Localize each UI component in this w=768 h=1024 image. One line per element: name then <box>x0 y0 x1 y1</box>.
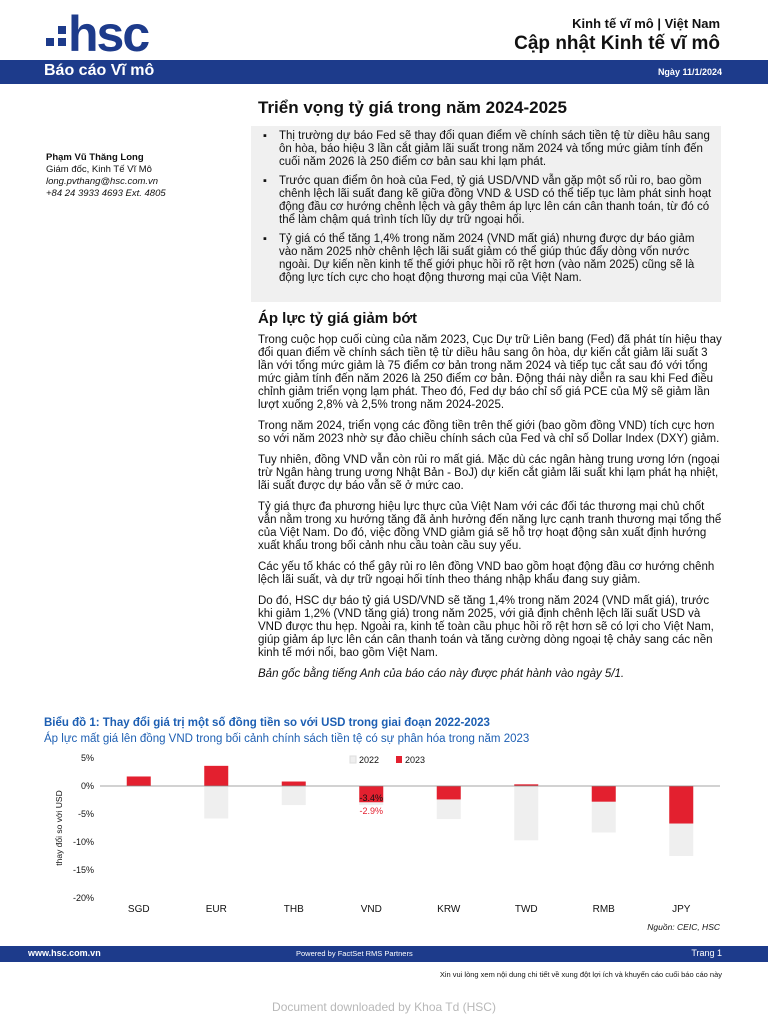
summary-bullet: ▪ Tỷ giá có thể tăng 1,4% trong năm 2024 (VND mất giá) nhưng được dự báo giảm vào năm 2025 nhờ chênh lệch lãi suất giảm có thể giúp thúc đẩy dòng vốn nước ngoài. Dự kiến nền kinh tế thế giới phục hồi rõ rệt hơn (vào năm 2025) cũng sẽ là động lực tích cực cho hoạt động thương mại của Việt Nam. <box>279 233 715 285</box>
page-title: Triển vọng tỷ giá trong năm 2024-2025 <box>258 98 567 117</box>
legend-swatch-2022 <box>350 756 356 763</box>
x-tick-label: KRW <box>437 904 461 915</box>
paragraph: Các yếu tố khác có thể gây rủi ro lên đồng VND bao gồm hoạt động đầu cơ hướng chênh lệch lãi suất, và dự trữ ngoại hối tính theo tháng nhập khẩu đang suy giảm. <box>258 561 715 586</box>
summary-bullet: ▪ Trước quan điểm ôn hoà của Fed, tỷ giá USD/VND vẫn gặp một số rủi ro, bao gồm chênh lệch lãi suất đang kẽ giữa đồng VND & USD có thể tiếp tục làm phát sinh hoạt động đầu cơ hướng chênh lệch và gây thêm áp lực lên cán cân thanh toán, từ đó có thể làm chậm quá trình tích lũy dự trữ ngoại hối. <box>279 175 715 227</box>
bar-2023-krw <box>437 786 461 799</box>
english-version-note: Bản gốc bằng tiếng Anh của báo cáo này được phát hành vào ngày 5/1. <box>258 668 625 680</box>
summary-box <box>251 126 721 302</box>
disclaimer: Xin vui lòng xem nội dung chi tiết về xung đột lợi ích và khuyến cáo cuối báo cáo này <box>439 970 722 979</box>
bar-2022-twd <box>514 786 538 840</box>
bar-2023-eur <box>204 766 228 786</box>
author-email[interactable]: long.pvthang@hsc.com.vn <box>46 176 159 187</box>
header-category: Kinh tế vĩ mô | Việt Nam <box>572 16 720 31</box>
paragraph: Tỷ giá thực đa phương hiệu lực thực của Việt Nam với các đối tác thương mại chủ chốt vẫn nằm trong xu hướng tăng đã ảnh hưởng đến năng lực cạnh tranh thương mại tổng thể của Việt Nam. Do đó, việc đồng VND giảm giá sẽ hỗ trợ hoạt động sản xuất định hướng xuất khẩu trong bối cảnh nhu cầu toàn cầu suy yếu. <box>258 501 722 552</box>
bar-2023-jpy <box>669 786 693 824</box>
bar-2023-rmb <box>592 786 616 802</box>
x-tick-label: VND <box>360 904 382 915</box>
legend-label-2023: 2023 <box>405 755 426 765</box>
y-tick-label: -20% <box>72 893 94 903</box>
article-body <box>258 334 724 689</box>
header-title: Cập nhật Kinh tế vĩ mô <box>514 33 720 54</box>
author-phone: +84 24 3933 4693 Ext. 4805 <box>46 188 166 199</box>
footer-url[interactable]: www.hsc.com.vn <box>28 948 101 958</box>
author-info <box>46 152 166 200</box>
x-tick-label: RMB <box>592 904 615 915</box>
chart-title: Biểu đồ 1: Thay đổi giá trị một số đồng tiền so với USD trong giai đoạn 2022-2023 <box>44 717 490 729</box>
author-name: Phạm Vũ Thăng Long <box>46 152 144 163</box>
paragraph: Do đó, HSC dự báo tỷ giá USD/VND sẽ tăng 1,4% trong năm 2024 (VND mất giá), trước khi giảm 1,2% (VND tăng giá) trong năm 2025, với giả định chênh lệch lãi suất USD và VND được thu hẹp. Ngoài ra, kinh tế toàn cầu phục hồi rõ rệt hơn sẽ có lợi cho Việt Nam, giúp giảm áp lực lên cán cân thanh toán và tăng cường dòng ngoại tệ chảy sang các nền kinh tế mới nổi, bao gồm Việt Nam. <box>258 595 714 659</box>
bar-2022-thb <box>282 786 306 805</box>
data-label-vnd-2022: -3.4% <box>359 793 384 804</box>
legend-label-2022: 2022 <box>359 755 380 765</box>
paragraph: Tuy nhiên, đồng VND vẫn còn rủi ro mất giá. Mặc dù các ngân hàng trung ương lớn (ngoại trừ Ngân hàng trung ương Nhật Bản - BoJ) dự kiến cắt giảm lãi suất khi lạm phát hạ nhiệt, lãi suất được dự báo vẫn sẽ ở mức cao. <box>258 454 720 492</box>
bar-2023-sgd <box>127 776 151 786</box>
currency-change-chart <box>40 748 730 918</box>
chart-source: Nguồn: CEIC, HSC <box>647 922 720 932</box>
x-tick-label: JPY <box>672 904 691 915</box>
paragraph: Trong cuộc họp cuối cùng của năm 2023, Cục Dự trữ Liên bang (Fed) đã phát tín hiệu thay đổi quan điểm về chính sách tiền tệ từ diều hâu sang ôn hòa, dự kiến cắt giảm lãi suất 3 lần với tổng mức giảm là 75 điểm cơ bản trong năm 2024 và tiếp tục cắt sau đó với tổng mức giảm tính đến năm 2026 là 250 điểm cơ bản. Động thái này diễn ra sau khi Fed điều chỉnh giảm triển vọng lạm phát. Theo đó, Fed dự báo chỉ số giá PCE của Mỹ sẽ giảm lần lượt xuống 2,8% và 2,5% trong năm 2024-2025. <box>258 334 722 411</box>
download-watermark: Document downloaded by Khoa Td (HSC) <box>272 1000 496 1014</box>
x-tick-label: THB <box>283 904 304 915</box>
page-number: Trang 1 <box>691 948 722 958</box>
y-tick-label: -5% <box>77 809 94 819</box>
svg-text:hsc: hsc <box>68 6 149 60</box>
x-tick-label: SGD <box>127 904 150 915</box>
legend-swatch-2023 <box>396 756 402 763</box>
y-tick-label: -15% <box>72 865 94 875</box>
report-date: Ngày 11/1/2024 <box>657 67 722 77</box>
bar-2023-thb <box>282 782 306 786</box>
author-role: Giám đốc, Kinh Tế Vĩ Mô <box>46 164 152 175</box>
chart-subtitle: Áp lực mất giá lên đồng VND trong bối cảnh chính sách tiền tệ có sự phân hóa trong năm 2023 <box>44 733 530 745</box>
y-axis-label: thay đổi so với USD <box>54 790 64 866</box>
summary-bullet: ▪ Thị trường dự báo Fed sẽ thay đổi quan điểm về chính sách tiền tệ từ diều hâu sang ôn hòa, báo hiệu 3 lần cắt giảm lãi suất trong năm 2024 và tổng mức giảm tính đến cuối năm 2026 là 250 điểm cơ bản sau khi lạm phát. <box>279 130 715 169</box>
x-tick-label: TWD <box>514 904 538 915</box>
report-type-label: Báo cáo Vĩ mô <box>44 62 155 79</box>
footer-powered-by: Powered by FactSet RMS Partners <box>296 949 413 958</box>
y-tick-label: 5% <box>80 753 94 763</box>
hsc-logo <box>44 4 194 60</box>
paragraph: Trong năm 2024, triển vọng các đồng tiền trên thế giới (bao gồm đồng VND) tích cực hơn so với năm 2023 nhờ sự đảo chiều chính sách của Fed và chỉ số Dollar Index (DXY) giảm. <box>258 420 720 445</box>
y-tick-label: 0% <box>80 781 94 791</box>
x-tick-label: EUR <box>205 904 227 915</box>
bar-2022-eur <box>204 786 228 818</box>
data-label-vnd-2023: -2.9% <box>359 806 384 817</box>
y-tick-label: -10% <box>72 837 94 847</box>
section-heading: Áp lực tỷ giá giảm bớt <box>258 310 418 327</box>
